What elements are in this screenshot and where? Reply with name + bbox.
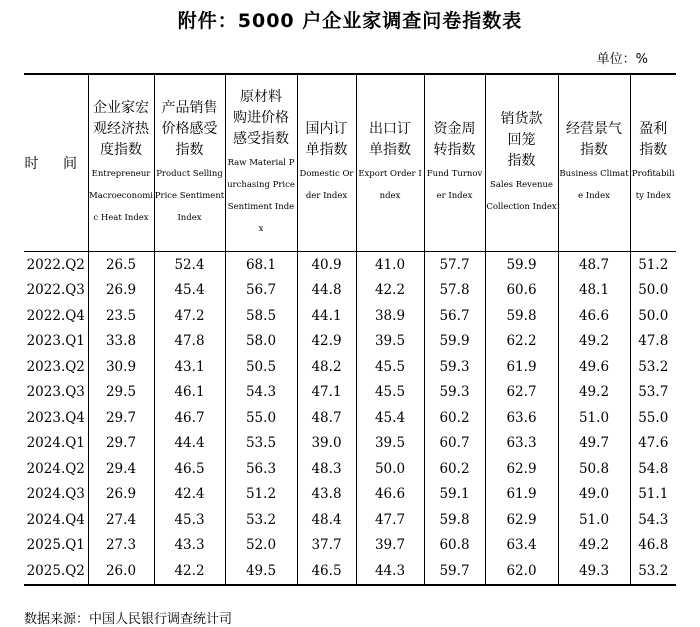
value-cell: 50.0 [630,278,676,304]
value-cell: 50.5 [225,354,297,380]
table-row [24,456,676,482]
table-row [24,405,676,431]
value-cell: 26.9 [88,278,154,304]
table-row [24,507,676,533]
time-header: 时 间 [24,74,88,252]
value-cell: 63.6 [485,405,558,431]
value-cell: 49.3 [558,558,630,585]
value-cell: 45.3 [154,507,225,533]
value-cell: 27.4 [88,507,154,533]
value-cell: 48.4 [297,507,356,533]
column-header-en: Domestic Order Index [299,169,354,201]
value-cell: 55.0 [225,405,297,431]
value-cell: 52.4 [154,252,225,278]
value-cell: 56.3 [225,456,297,482]
value-cell: 62.9 [485,507,558,533]
value-cell: 60.8 [424,533,485,559]
column-header-cn: 经营景气 指数 [566,121,622,158]
value-cell: 49.7 [558,431,630,457]
value-cell: 23.5 [88,303,154,329]
value-cell: 48.3 [297,456,356,482]
value-cell: 51.1 [630,482,676,508]
unit-label: 单位：% [596,52,648,67]
value-cell: 63.4 [485,533,558,559]
column-header [558,74,630,252]
table-row [24,252,676,278]
column-header-cn: 原材料 购进价格 感受指数 [233,88,289,147]
column-header [225,74,297,252]
value-cell: 61.9 [485,482,558,508]
value-cell: 29.4 [88,456,154,482]
value-cell: 49.2 [558,533,630,559]
period-cell: 2024.Q2 [26,460,85,477]
value-cell: 29.7 [88,431,154,457]
value-cell: 44.4 [154,431,225,457]
value-cell: 44.8 [297,278,356,304]
value-cell: 48.7 [297,405,356,431]
value-cell: 46.6 [356,482,424,508]
value-cell: 42.2 [154,558,225,585]
value-cell: 37.7 [297,533,356,559]
value-cell: 59.8 [485,303,558,329]
value-cell: 46.8 [630,533,676,559]
value-cell: 55.0 [630,405,676,431]
value-cell: 59.7 [424,558,485,585]
period-cell: 2023.Q2 [26,358,85,375]
value-cell: 45.5 [356,380,424,406]
value-cell: 29.7 [88,405,154,431]
period-cell: 2022.Q2 [26,256,85,273]
table-row [24,303,676,329]
value-cell: 59.8 [424,507,485,533]
value-cell: 59.3 [424,380,485,406]
value-cell: 62.7 [485,380,558,406]
period-cell: 2023.Q1 [26,333,85,350]
value-cell: 60.6 [485,278,558,304]
value-cell: 56.7 [424,303,485,329]
value-cell: 41.0 [356,252,424,278]
value-cell: 46.5 [154,456,225,482]
value-cell: 49.5 [225,558,297,585]
value-cell: 27.3 [88,533,154,559]
value-cell: 61.9 [485,354,558,380]
period-cell: 2023.Q4 [26,409,85,426]
value-cell: 49.2 [558,380,630,406]
value-cell: 45.4 [154,278,225,304]
value-cell: 53.2 [630,558,676,585]
value-cell: 51.2 [225,482,297,508]
value-cell: 39.7 [356,533,424,559]
value-cell: 49.6 [558,354,630,380]
value-cell: 51.0 [558,405,630,431]
value-cell: 40.9 [297,252,356,278]
value-cell: 54.3 [225,380,297,406]
value-cell: 60.7 [424,431,485,457]
column-header-en: Fund Turnover Index [426,169,483,201]
period-cell: 2023.Q3 [26,384,85,401]
period-cell: 2024.Q4 [26,511,85,528]
column-header-cn: 资金周 转指数 [433,121,476,158]
value-cell: 29.5 [88,380,154,406]
value-cell: 50.0 [356,456,424,482]
value-cell: 58.0 [225,329,297,355]
period-cell: 2024.Q1 [26,435,85,452]
value-cell: 47.6 [630,431,676,457]
value-cell: 26.5 [88,252,154,278]
value-cell: 68.1 [225,252,297,278]
value-cell: 50.0 [630,303,676,329]
value-cell: 45.4 [356,405,424,431]
table-row [24,278,676,304]
column-header-cn: 企业家宏 观经济热 度指数 [93,99,149,158]
value-cell: 57.7 [424,252,485,278]
column-header-cn: 出口订 单指数 [369,121,411,158]
column-header-en: Entrepreneur Macroeconomic Heat Index [89,168,153,223]
value-cell: 58.5 [225,303,297,329]
value-cell: 59.1 [424,482,485,508]
value-cell: 48.1 [558,278,630,304]
value-cell: 60.2 [424,405,485,431]
value-cell: 48.7 [558,252,630,278]
column-header [485,74,558,252]
value-cell: 46.5 [297,558,356,585]
value-cell: 49.0 [558,482,630,508]
value-cell: 26.0 [88,558,154,585]
value-cell: 53.7 [630,380,676,406]
value-cell: 30.9 [88,354,154,380]
table-row [24,431,676,457]
value-cell: 39.0 [297,431,356,457]
value-cell: 44.3 [356,558,424,585]
table-row [24,558,676,585]
column-header-cn: 国内订 单指数 [305,121,348,158]
value-cell: 48.2 [297,354,356,380]
value-cell: 46.7 [154,405,225,431]
value-cell: 33.8 [88,329,154,355]
period-cell: 2022.Q4 [26,307,85,324]
table-row [24,354,676,380]
column-header [154,74,225,252]
period-cell: 2022.Q3 [26,282,85,299]
column-header-en: Export Order Index [358,169,422,201]
value-cell: 46.1 [154,380,225,406]
value-cell: 42.9 [297,329,356,355]
period-cell: 2025.Q2 [26,562,85,579]
column-header [424,74,485,252]
table-row [24,533,676,559]
value-cell: 60.2 [424,456,485,482]
column-header-en: Product Selling Price Sentiment Index [154,168,225,223]
value-cell: 42.4 [154,482,225,508]
value-cell: 47.1 [297,380,356,406]
value-cell: 47.8 [630,329,676,355]
table-row [24,380,676,406]
value-cell: 53.5 [225,431,297,457]
value-cell: 43.1 [154,354,225,380]
value-cell: 53.2 [630,354,676,380]
period-cell: 2025.Q1 [26,537,85,554]
value-cell: 51.2 [630,252,676,278]
value-cell: 42.2 [356,278,424,304]
value-cell: 59.3 [424,354,485,380]
index-table [24,73,676,586]
column-header [630,74,676,252]
column-header-en: Business Climate Index [559,169,629,201]
column-header-cn: 产品销售 价格感受 指数 [161,99,218,158]
value-cell: 54.8 [630,456,676,482]
value-cell: 44.1 [297,303,356,329]
value-cell: 57.8 [424,278,485,304]
column-header-en: Sales Revenue Collection Index [486,179,557,212]
value-cell: 62.2 [485,329,558,355]
value-cell: 26.9 [88,482,154,508]
value-cell: 62.0 [485,558,558,585]
header-row [24,74,676,252]
value-cell: 47.7 [356,507,424,533]
value-cell: 56.7 [225,278,297,304]
value-cell: 47.2 [154,303,225,329]
column-header [297,74,356,252]
column-header-en: Raw Material Purchasing Price Sentiment Index [227,157,295,234]
column-header [88,74,154,252]
value-cell: 62.9 [485,456,558,482]
value-cell: 39.5 [356,329,424,355]
value-cell: 39.5 [356,431,424,457]
column-header-cn: 盈利 指数 [639,121,668,158]
column-header-cn: 销货款 回笼 指数 [500,110,543,169]
table-row [24,329,676,355]
value-cell: 59.9 [424,329,485,355]
value-cell: 52.0 [225,533,297,559]
value-cell: 46.6 [558,303,630,329]
data-source-note: 数据来源：中国人民银行调查统计司 [24,612,233,627]
value-cell: 47.8 [154,329,225,355]
value-cell: 43.3 [154,533,225,559]
table-row [24,482,676,508]
value-cell: 59.9 [485,252,558,278]
value-cell: 63.3 [485,431,558,457]
value-cell: 54.3 [630,507,676,533]
period-cell: 2024.Q3 [26,486,85,503]
value-cell: 53.2 [225,507,297,533]
value-cell: 43.8 [297,482,356,508]
column-header-en: Profitability Index [631,169,675,201]
value-cell: 51.0 [558,507,630,533]
value-cell: 49.2 [558,329,630,355]
page-title: 附件：5000 户企业家调查问卷指数表 [177,10,523,32]
value-cell: 45.5 [356,354,424,380]
column-header [356,74,424,252]
value-cell: 38.9 [356,303,424,329]
value-cell: 50.8 [558,456,630,482]
